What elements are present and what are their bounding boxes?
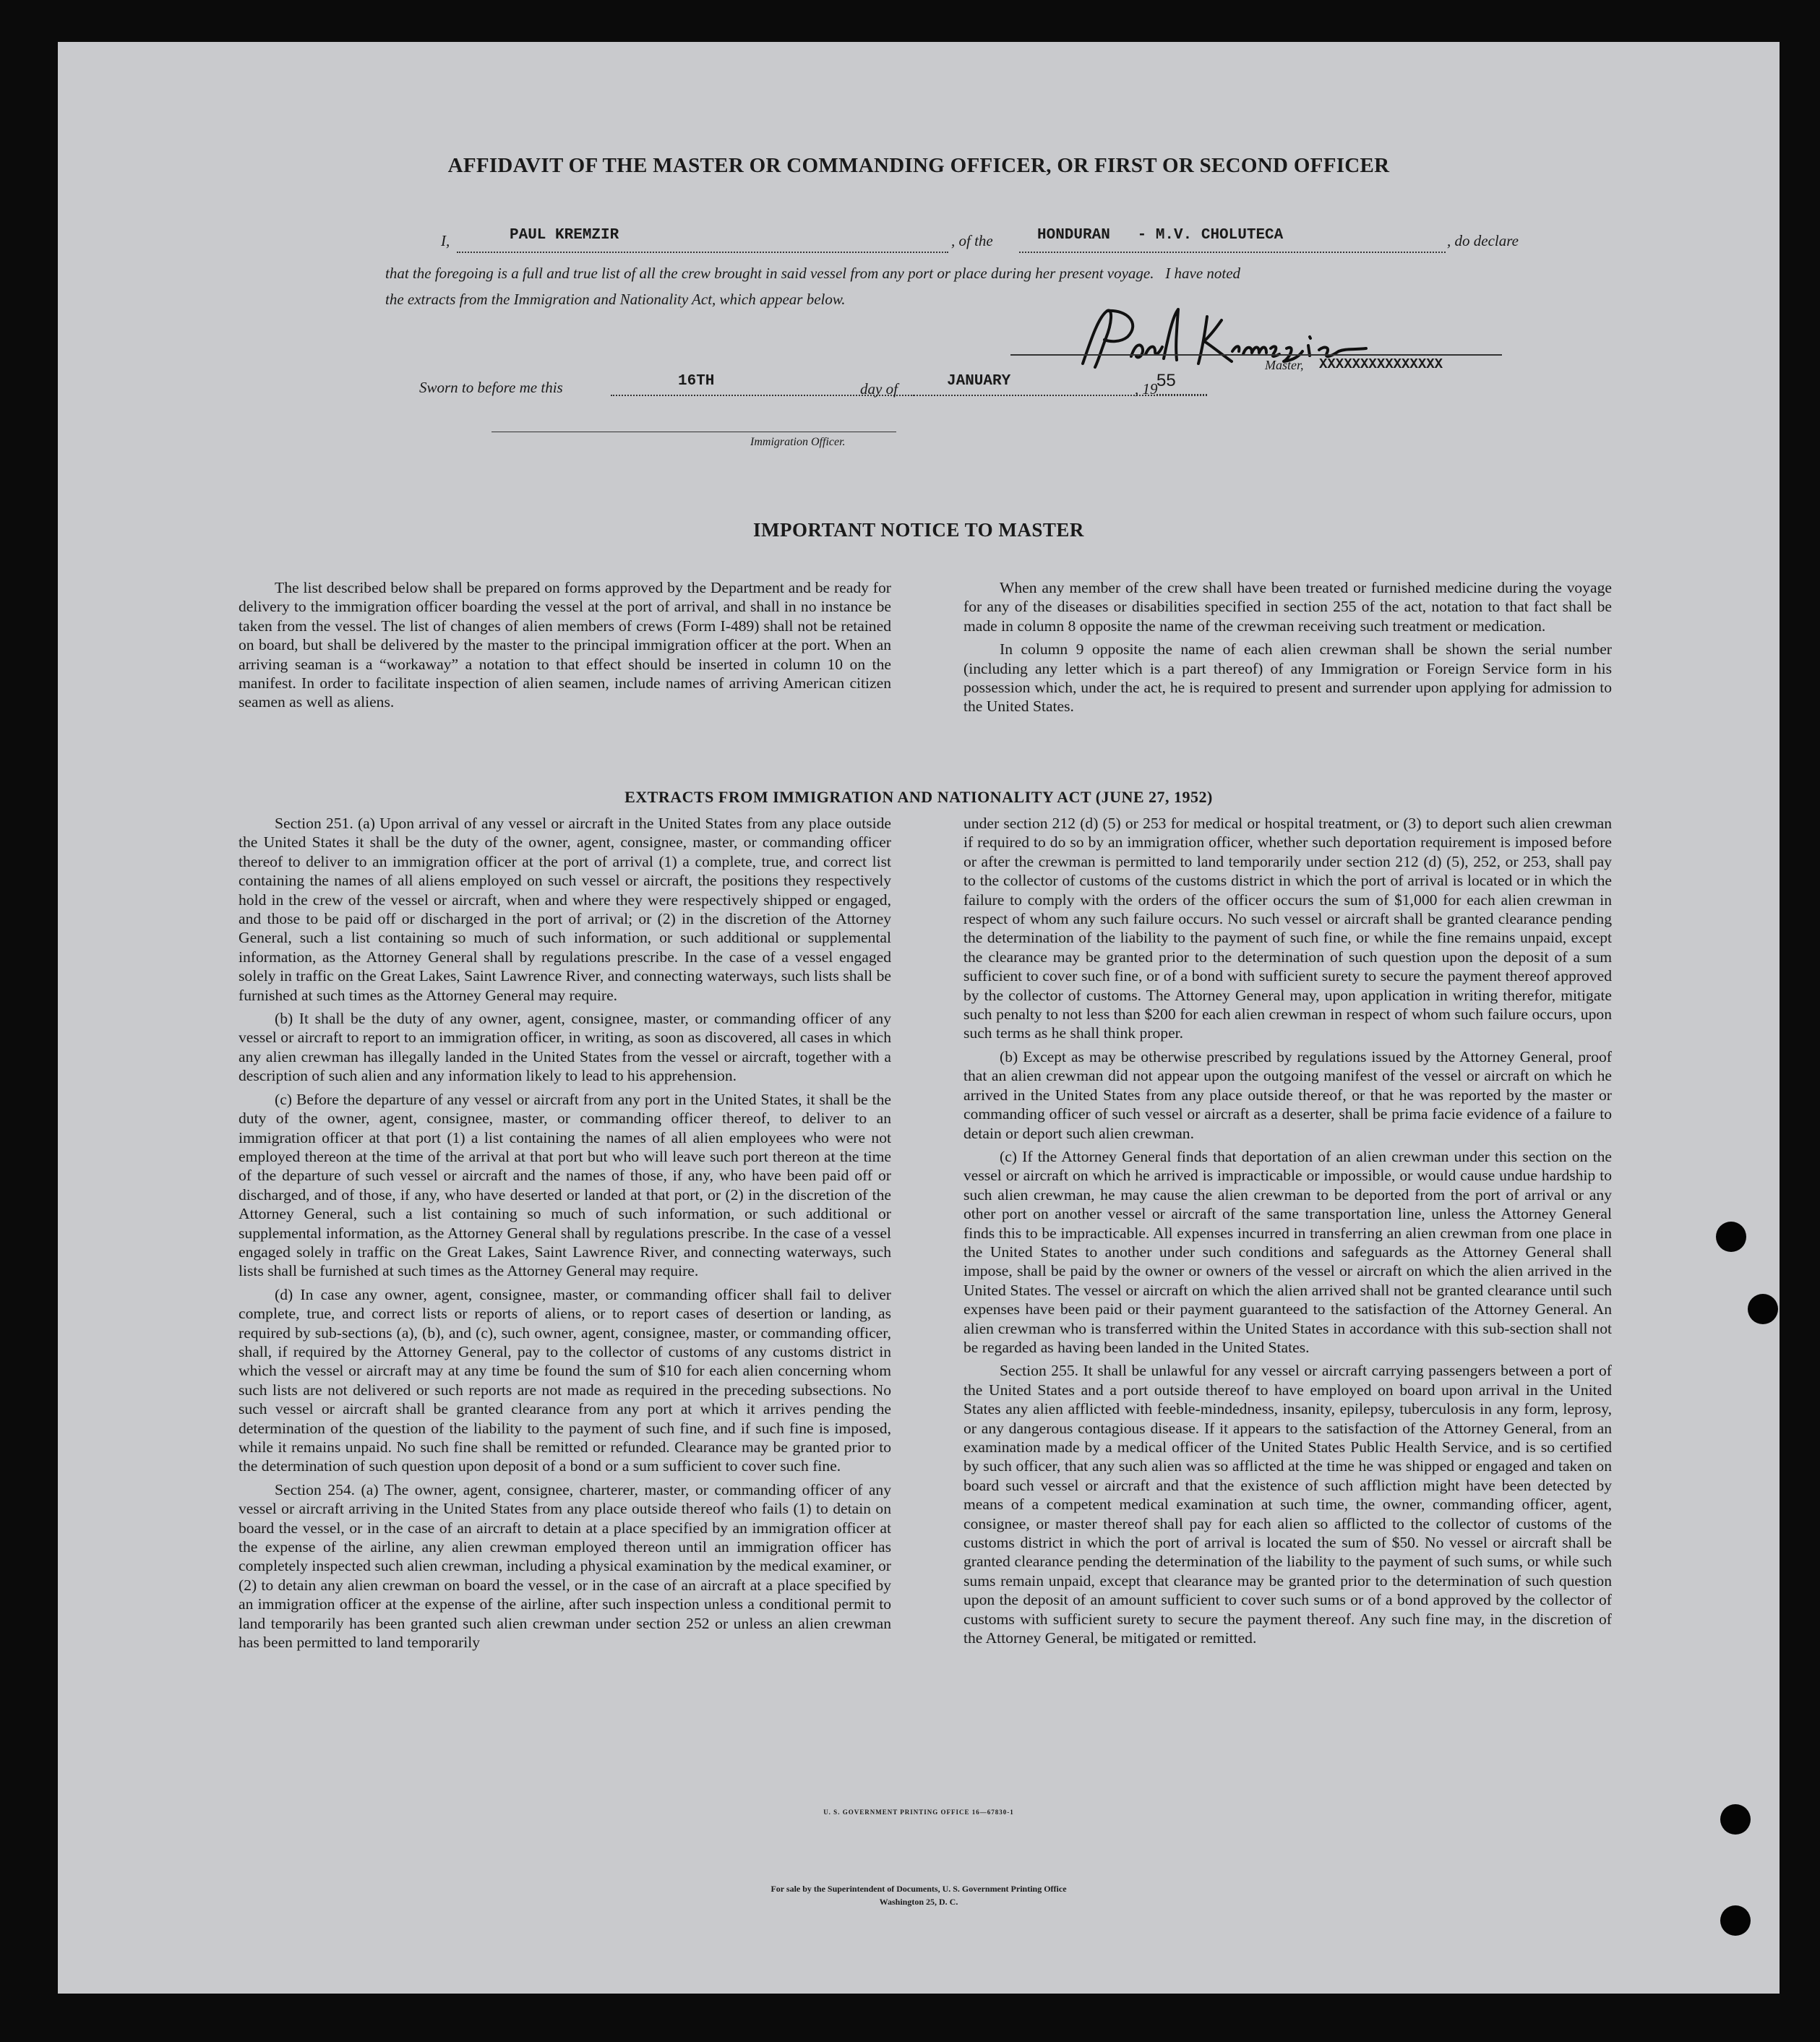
binder-hole: [1720, 1804, 1751, 1835]
extracts-right-column: [963, 814, 1612, 1652]
year-label: , 19: [1135, 380, 1158, 398]
document-page: [58, 42, 1780, 1994]
gpo-line: U. S. GOVERNMENT PRINTING OFFICE 16—67830-1: [823, 1809, 1014, 1816]
notice-title: IMPORTANT NOTICE TO MASTER: [753, 519, 1084, 541]
master-label: Master,: [1265, 358, 1304, 372]
binder-hole: [1716, 1222, 1746, 1252]
extracts-title: EXTRACTS FROM IMMIGRATION AND NATIONALITY ACT (JUNE 27, 1952): [624, 788, 1213, 806]
vessel-name: HONDURAN - M.V. CHOLUTECA: [1037, 227, 1284, 244]
name-line: [457, 252, 948, 253]
signature-line: [1010, 354, 1502, 356]
section-251b: (b) It shall be the duty of any owner, agent, consignee, master, or commanding officer of any vessel or aircraft to report to an immigration officer, in writing, as soon as discovered, all cases in which any alien crewman has illegally landed in the United States from the vessel or aircraft, together with a description of such alien and any information likely to lead to his apprehension.: [239, 1010, 891, 1085]
notice-right-column: [963, 578, 1612, 721]
section-254b: (b) Except as may be otherwise prescribed by regulations issued by the Attorney General, proof that an alien crewman did not appear upon the outgoing manifest of the vessel or aircraft on which he arrived in the United States from any place outside thereof, or that he was reported by the master or commanding officer of such vessel or aircraft as a deserter, shall be prima facie evidence of a failure to detain or deport such alien crewman.: [963, 1047, 1612, 1142]
section-251c: (c) Before the departure of any vessel or aircraft from any port in the United States, it shall be the duty of the owner, agent, consignee, master, or commanding officer thereof, to deliver to an immigration officer at that port (1) a list containing the names of all alien employees who were not employed thereon at the time of the arrival at that port but who will leave such port thereon at the time of the departure of such vessel or aircraft and the names of those, if any, who have been paid off or discharged, and of those, if any, who have deserted or landed at that port, or (2) in the discretion of the Attorney General, such a list containing so much of such information, or such additional or supplemental information, as the Attorney General shall by regulations prescribe. In the case of a vessel engaged solely in traffic on the Great Lakes, Saint Lawrence River, and connecting waterways, such lists shall be furnished at such times as the Attorney General may require.: [239, 1090, 891, 1280]
sale-line-1: For sale by the Superintendent of Documents, U. S. Government Printing Office: [771, 1884, 1067, 1894]
year-line: [1156, 394, 1207, 395]
vessel-line: [1019, 252, 1446, 253]
notice-right-paragraph-1: When any member of the crew shall have been treated or furnished medicine during the voyage for any of the diseases or disabilities specified in section 255 of the act, notation to that fact shall be made in column 8 opposite the name of the crewman receiving such treatment or medication.: [963, 579, 1612, 635]
affidavit-title: AFFIDAVIT OF THE MASTER OR COMMANDING OFFICER, OR FIRST OR SECOND OFFICER: [447, 154, 1390, 177]
notice-right-paragraph-2: In column 9 opposite the name of each alien crewman shall be shown the serial number (including any letter which is a part thereof) of any Immigration or Foreign Service form in his possession which, under the act, he is required to present and surrender upon applying for admission to the United States.: [963, 640, 1612, 716]
section-254a-cont: under section 212 (d) (5) or 253 for medical or hospital treatment, or (3) to deport such alien crewman if required to do so by an immigration officer, whether such deportation requirement is imposed before or after the crewman is permitted to land temporarily under section 212 (d) (5), 252, or 253, shall pay to the collector of customs of the customs district in which the port of arrival is located or in which the failure to comply with the orders of the officer occurs the sum of $1,000 for each alien crewman in respect of whom any such failure occurs. No such vessel or aircraft shall be granted clearance pending the determination of the liability to the payment of such fine, or while the fine remains unpaid, except the clearance may be granted prior to the determination of such question upon the deposit of a sum sufficient to cover such fine, or of a bond with sufficient surety to secure the payment thereof approved by the collector of customs. The Attorney General may, upon application in writing therefor, mitigate such penalty to not less than $200 for each alien crewman in respect of whom such failure occurs, upon such terms as he shall think proper.: [963, 815, 1612, 1042]
extracts-left-column: [239, 814, 891, 1656]
label-do-declare: , do declare: [1447, 232, 1519, 249]
sale-line-2: Washington 25, D. C.: [879, 1897, 958, 1907]
notice-left-column: [239, 578, 891, 716]
struck-title: XXXXXXXXXXXXXXX: [1319, 356, 1443, 372]
section-251d: (d) In case any owner, agent, consignee, master, or commanding officer shall fail to deliver complete, true, and correct lists or reports of aliens, or to report cases of desertion or landing, as required by sub-sections (a), (b), and (c), such owner, agent, consignee, master, or commanding officer, shall, if required by the Attorney General, pay to the collector of customs of any customs district in which the vessel or aircraft may at any time be found the sum of $10 for each alien concerning whom such lists are not delivered or such reports are not made as required in the preceding subsections. No such vessel or aircraft shall be granted clearance from any port at which it arrives pending the determination of the question of the liability to the payment of such fine, and if such fine is imposed, while it remains unpaid. No such fine shall be remitted or refunded. Clearance may be granted prior to the determination of such question upon deposit of a bond or a sum sufficient to cover such fine.: [239, 1285, 891, 1475]
binder-hole: [1748, 1294, 1778, 1324]
binder-hole: [1720, 1905, 1751, 1936]
label-i: I,: [441, 232, 450, 249]
master-name: PAUL KREMZIR: [510, 227, 619, 244]
section-251a: Section 251. (a) Upon arrival of any vessel or aircraft in the United States from any place outside the United States it shall be the duty of the owner, agent, consignee, master, or commanding officer thereof to deliver to an immigration officer at the port of arrival (1) a complete, true, and correct list containing the names of all aliens employed on such vessel or aircraft, the positions they respectively hold in the crew of the vessel or aircraft, when and where they were respectively shipped or engaged, and those to be paid off or discharged in the port of arrival; or (2) in the discretion of the Attorney General, such a list containing so much of such information, or such additional or supplemental information, as the Attorney General shall by regulations prescribe. In the case of a vessel engaged solely in traffic on the Great Lakes, Saint Lawrence River, and connecting waterways, such lists shall be furnished at such times as the Attorney General may require.: [239, 815, 891, 1004]
master-signature: [1070, 295, 1503, 389]
statement-line-1: that the foregoing is a full and true list of all the crew brought in said vessel from any port or place during her present voyage. I have noted: [385, 265, 1241, 282]
sworn-day: 16TH: [678, 373, 715, 390]
sworn-month: JANUARY: [947, 373, 1011, 390]
immigration-officer-label: Immigration Officer.: [750, 436, 846, 448]
day-of-label: day of: [860, 380, 898, 398]
notice-left-paragraph: The list described below shall be prepared on forms approved by the Department and be ready for delivery to the immigration officer boarding the vessel at the port of arrival, and shall in no instance be taken from the vessel. The list of changes of alien members of crews (Form I-489) shall not be retained on board, but shall be delivered by the master to the principal immigration officer at the port. When an arriving seaman is a “workaway” a notation to that effect should be inserted in column 10 on the manifest. In order to facilitate inspection of alien seamen, include names of arriving American citizen seamen as well as aliens.: [239, 579, 891, 711]
section-255: Section 255. It shall be unlawful for any vessel or aircraft carrying passengers between a port of the United States and a port outside thereof to have employed on board upon arrival in the United States any alien afflicted with feeble-mindedness, insanity, epilepsy, tuberculosis in any form, leprosy, or any dangerous contagious disease. If it appears to the satisfaction of the Attorney General, from an examination made by a medical officer of the United States Public Health Service, and is so certified by such officer, that any such alien was so afflicted at the time he was shipped or engaged and taken on board such vessel or aircraft and that the existence of such affliction might have been detected by means of a competent medical examination at such time, the owner, commanding officer, agent, consignee, or master thereof shall pay for each alien so afflicted to the collector of customs of the customs district in which the port of arrival is located the sum of $50. No vessel or aircraft shall be granted clearance pending the determination of the liability to the payment of such sums, or while such sums remain unpaid, except that clearance may be granted prior to the determination of such question upon the deposit of an amount sufficient to cover such sums or of a bond approved by the collector of customs with sufficient surety to secure the payment thereof. Any such fine may, in the discretion of the Attorney General, be mitigated or remitted.: [963, 1362, 1612, 1647]
label-of-the: , of the: [951, 232, 993, 249]
sworn-year: 55: [1156, 371, 1176, 390]
sworn-label: Sworn to before me this: [419, 379, 563, 396]
section-254a: Section 254. (a) The owner, agent, consignee, charterer, master, or commanding officer of any vessel or aircraft arriving in the United States from any place outside thereof who fails (1) to detain on board the vessel, or in the case of an aircraft to detain at a place specified by an immigration officer at the expense of the airline, any alien crewman employed thereon until an immigration officer has completely inspected such alien crewman, including a physical examination by the medical examiner, or (2) to detain any alien crewman on board the vessel, or in the case of an aircraft at a place specified by an immigration officer at the expense of the airline, after such inspection unless a conditional permit to land temporarily has been granted such alien crewman under section 252 or unless an alien crewman has been permitted to land temporarily: [239, 1480, 891, 1652]
statement-line-2: the extracts from the Immigration and Nationality Act, which appear below.: [385, 291, 846, 308]
section-254c: (c) If the Attorney General finds that deportation of an alien crewman under this section on the vessel or aircraft on which he arrived is impracticable or impossible, or would cause undue hardship to such alien crewman, he may cause the alien crewman to be deported from the port of arrival or any other port on another vessel or aircraft of the same transportation line, unless the Attorney General finds this to be impracticable. All expenses incurred in transferring an alien crewman from one place in the United States to another under such conditions and safeguards as the Attorney General shall impose, shall be paid by the owner or owners of the vessel or aircraft on which the alien arrived in the United States. The vessel or aircraft on which the alien arrived shall not be granted clearance until such expenses have been paid or their payment guaranteed to the satisfaction of the Attorney General. An alien crewman who is transferred within the United States in accordance with this sub-section shall not be regarded as having been landed in the United States.: [963, 1147, 1612, 1356]
